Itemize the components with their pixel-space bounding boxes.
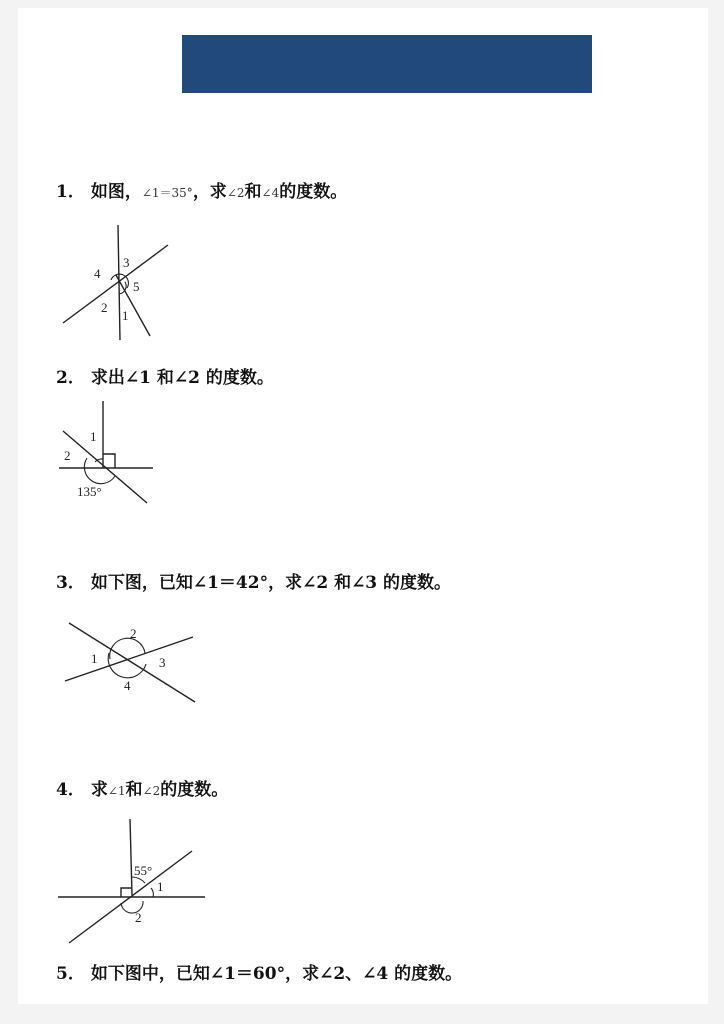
question-text: 和 (125, 780, 143, 800)
question-5 (56, 963, 462, 985)
diagonal-line (63, 245, 168, 323)
question-number: 3． (56, 573, 85, 593)
label-55: 55° (134, 863, 153, 878)
angle-arc-bottom (108, 653, 146, 678)
figure-4 (55, 815, 210, 954)
label-5: 5 (133, 279, 140, 294)
title-banner (182, 35, 592, 93)
question-number: 1． (56, 182, 85, 202)
question-text: 求 (90, 780, 108, 800)
right-angle-mark (121, 888, 131, 897)
label-1: 1 (122, 308, 129, 323)
line-b (65, 637, 193, 681)
label-2: 2 (135, 910, 142, 925)
angle-1-ref: ∠1 (107, 784, 126, 798)
vertical-line (130, 819, 132, 895)
label-4: 4 (124, 678, 131, 693)
label-3: 3 (159, 655, 166, 670)
angle-arc-1 (151, 888, 153, 897)
given-angle: ∠1＝35° (141, 186, 193, 200)
question-2 (56, 367, 274, 389)
question-1 (56, 181, 347, 204)
question-text: ，求 (192, 182, 227, 202)
figure-2 (55, 398, 165, 512)
angle-2-ref: ∠2 (142, 784, 161, 798)
question-text: 如下图中，已知∠1＝60°，求∠2、∠4 的度数。 (90, 964, 463, 984)
label-2: 2 (64, 448, 71, 463)
question-number: 4． (56, 780, 85, 800)
label-2: 2 (101, 300, 108, 315)
right-angle-mark (103, 454, 115, 468)
diagonal-line (63, 431, 147, 503)
label-135: 135° (77, 484, 102, 499)
question-text: 和 (244, 182, 262, 202)
question-number: 2． (56, 368, 85, 388)
question-4 (56, 779, 228, 802)
label-1: 1 (90, 429, 97, 444)
question-text: 求出∠1 和∠2 的度数。 (90, 368, 274, 388)
label-3: 3 (123, 255, 130, 270)
angle-4-ref: ∠4 (261, 186, 280, 200)
label-2: 2 (130, 626, 137, 641)
angle-2-ref: ∠2 (226, 186, 245, 200)
question-text: 如下图，已知∠1＝42°，求∠2 和∠3 的度数。 (90, 573, 452, 593)
figure-1 (55, 220, 185, 349)
label-4: 4 (94, 266, 101, 281)
question-3 (56, 572, 451, 594)
label-1: 1 (157, 879, 164, 894)
figure-3 (55, 615, 205, 714)
question-text: 的度数。 (160, 780, 229, 800)
label-1: 1 (91, 651, 98, 666)
question-number: 5． (56, 964, 85, 984)
question-text: 的度数。 (279, 182, 348, 202)
question-text: 如图， (90, 182, 142, 202)
